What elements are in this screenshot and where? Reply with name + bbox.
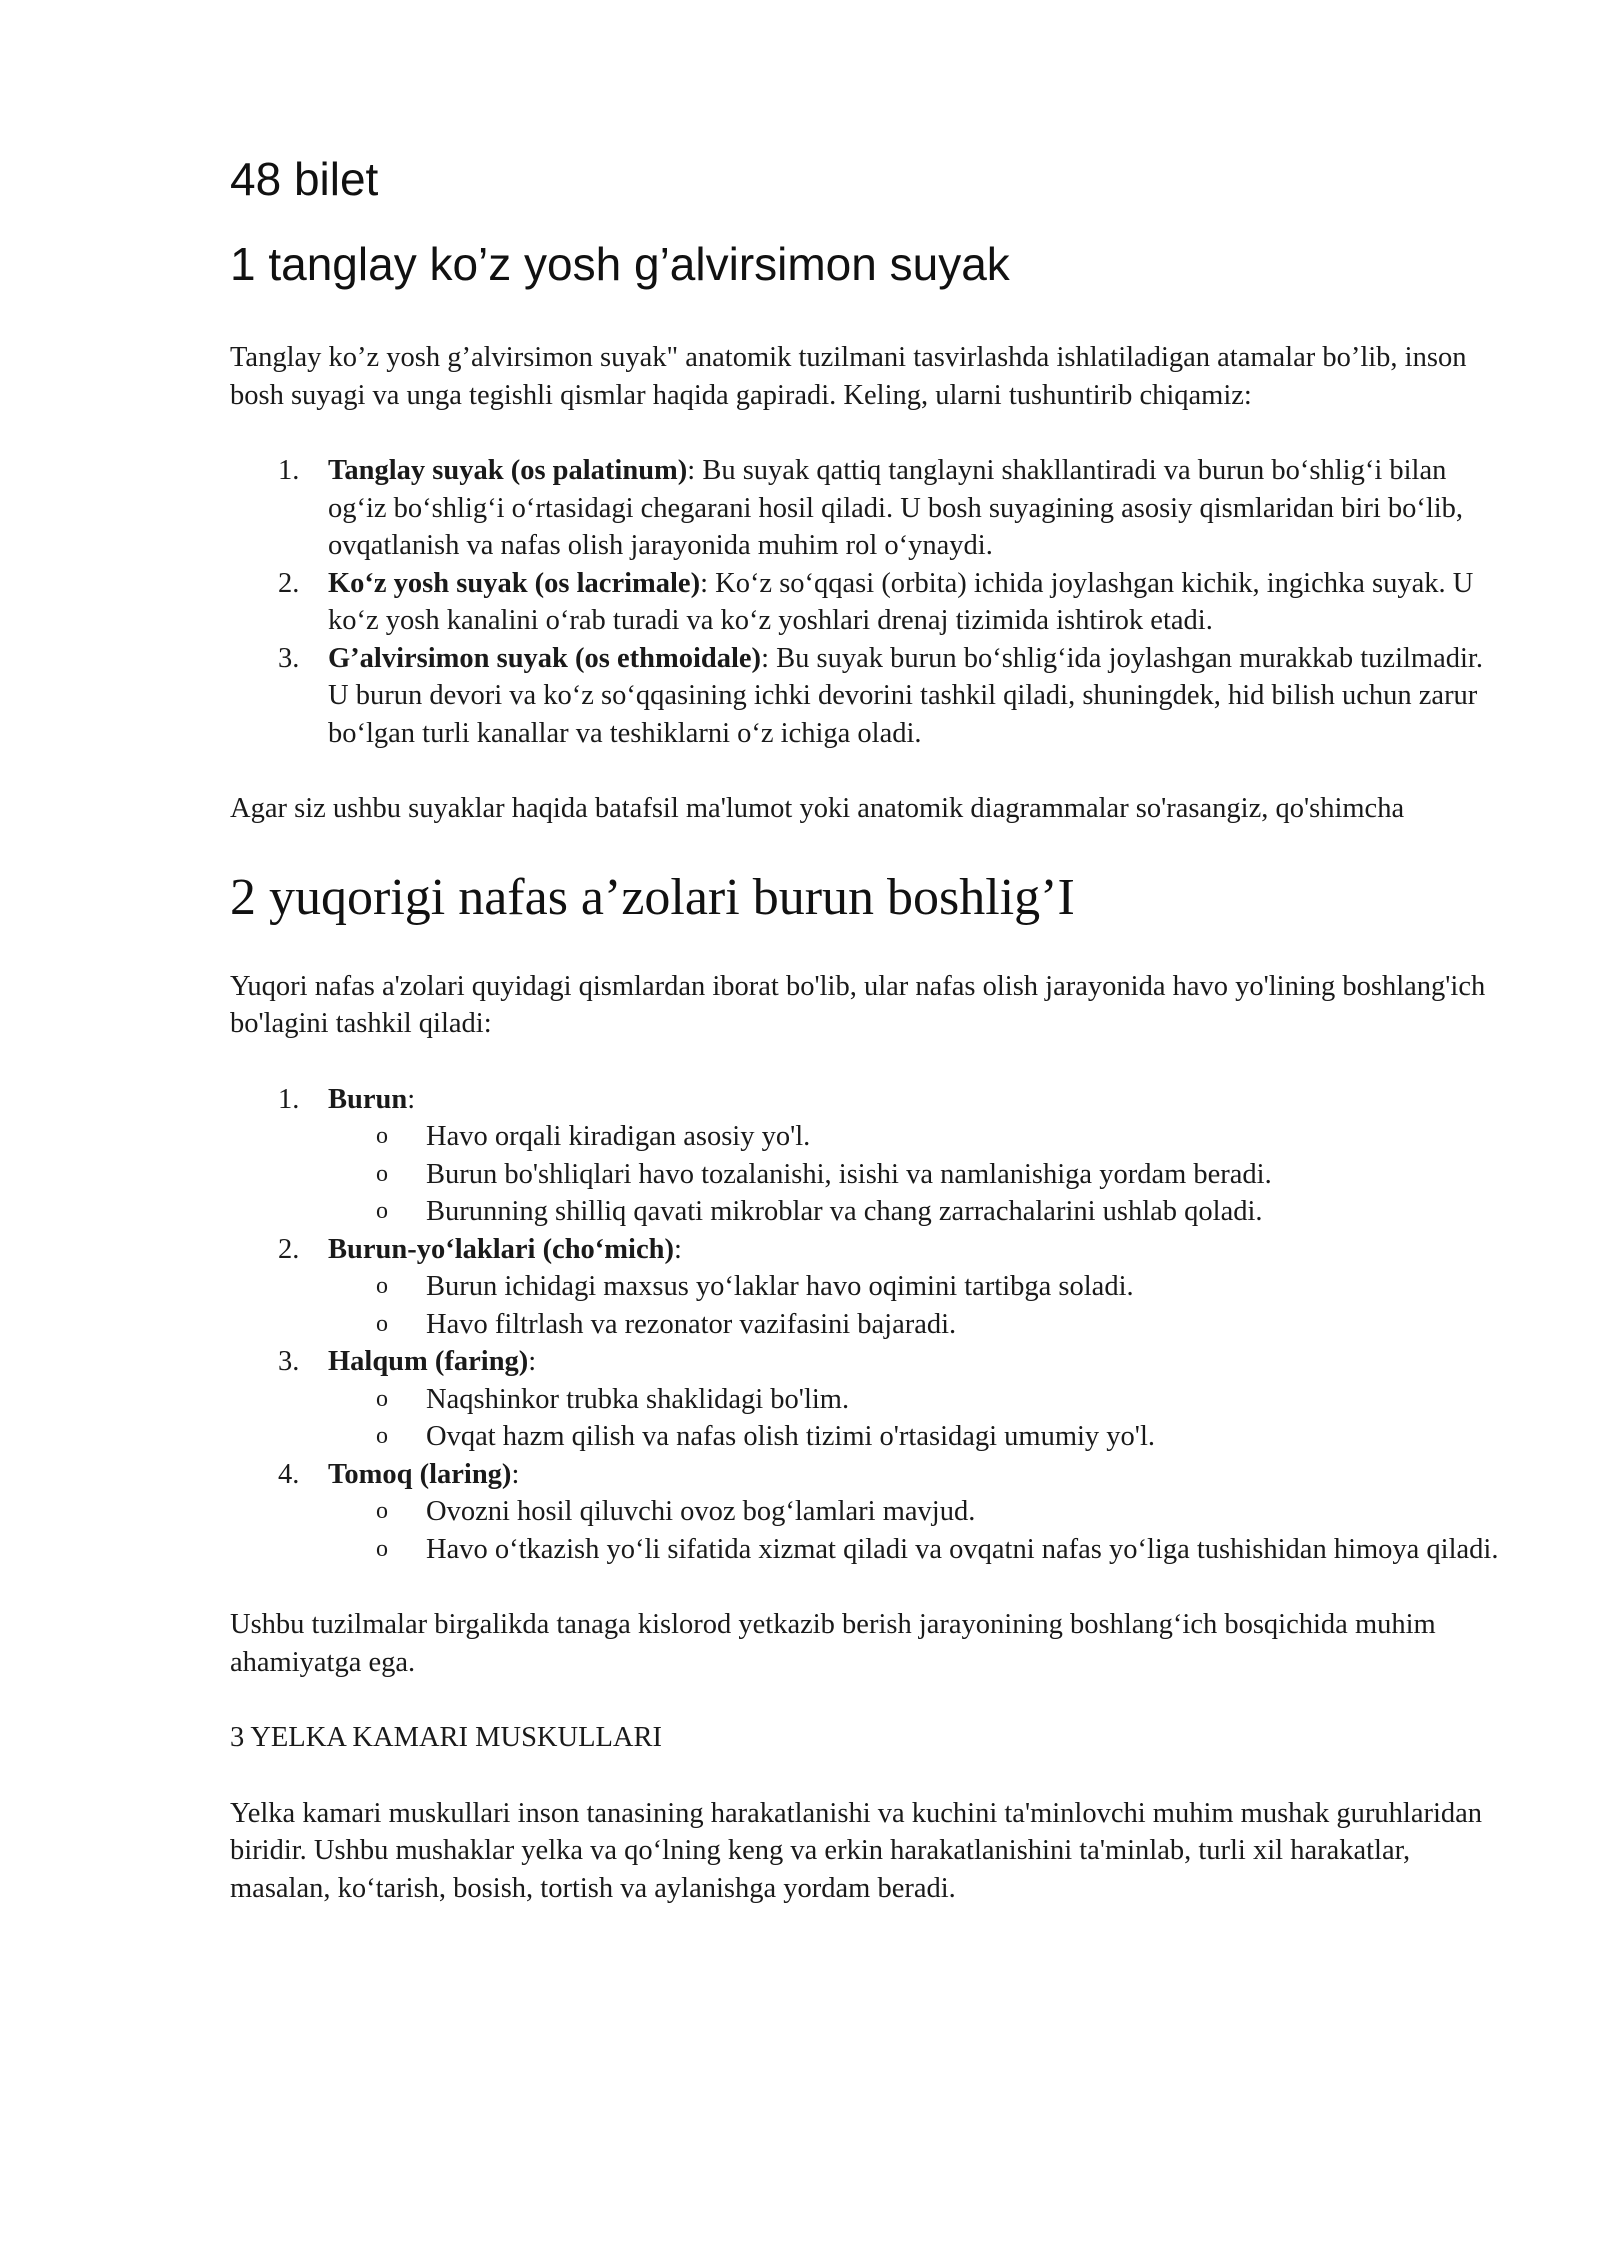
list-marker: 3.: [278, 642, 300, 674]
list-item-term: Tanglay suyak (os palatinum): [328, 455, 688, 486]
list-item: [230, 640, 1510, 753]
list-item-term: Halqum (faring): [328, 1346, 529, 1377]
sub-list-text: Burun ichidagi maxsus yo‘laklar havo oqimini tartibga soladi.: [426, 1271, 1134, 1302]
section2-list: [230, 1081, 1510, 1569]
sub-list-item: [328, 1306, 1510, 1344]
list-item: [230, 1231, 1510, 1344]
list-item: [230, 565, 1510, 640]
ticket-title: 48 bilet: [230, 153, 379, 205]
section3-intro: Yelka kamari muskullari inson tanasining harakatlanishi va kuchini ta'minlovchi muhim mushak guruhlaridan biridir. Ushbu mushaklar yelka va qo‘lning keng va erkin harakatlanishini ta'minlab, turli xil harakatlar, masalan, ko‘tarish, bosish, tortish va aylanishga yordam beradi.: [230, 1797, 1483, 1904]
sub-list-text: Naqshinkor trubka shaklidagi bo'lim.: [426, 1383, 850, 1415]
sub-bullet: o: [376, 1498, 388, 1524]
section2-intro: Yuqori nafas a'zolari quyidagi qismlardan iborat bo'lib, ular nafas olish jarayonida havo yo'lining boshlang'ich bo'lagini tashkil qiladi:: [230, 970, 1486, 1039]
list-item-text: : Bu suyak burun bo‘shlig‘ida joylashgan murakkab tuzilmadir. U burun devori va ko‘z so‘qqasining ichki devorini tashkil qiladi, shuningdek, hid bilish uchun zarur bo‘lgan turli kanallar va teshiklarni o‘z ichiga oladi.: [328, 642, 1483, 749]
sub-list-item: [328, 1418, 1510, 1456]
section3-heading: 3 YELKA KAMARI MUSKULLARI: [230, 1722, 662, 1753]
list-marker: 3.: [278, 1346, 300, 1377]
sub-list: [328, 1268, 1510, 1343]
list-item-term: G’alvirsimon suyak (os ethmoidale): [328, 642, 762, 674]
list-item: [230, 1456, 1510, 1569]
sub-list-item: [328, 1268, 1510, 1306]
sub-bullet: o: [376, 1198, 388, 1224]
sub-list-text: Havo filtrlash va rezonator vazifasini bajaradi.: [426, 1308, 957, 1340]
sub-list: [328, 1118, 1510, 1231]
sub-bullet: o: [376, 1123, 388, 1149]
sub-list-item: [328, 1531, 1510, 1569]
section1-intro: Tanglay ko’z yosh g’alvirsimon suyak" anatomik tuzilmani tasvirlashda ishlatiladigan atamalar bo’lib, inson bosh suyagi va unga tegishli qismlar haqida gapiradi. Keling, ularni tushuntirib chiqamiz:: [230, 342, 1467, 411]
list-item-text: : Bu suyak qattiq tanglayni shakllantiradi va burun bo‘shlig‘i bilan og‘iz bo‘shlig‘i o‘rtasidagi chegarani hosil qiladi. U bosh suyagining asosiy qismlaridan biri bo‘lib, ovqatlanish va nafas olish jarayonida muhim rol o‘ynaydi.: [328, 455, 1464, 561]
sub-list-text: Havo orqali kiradigan asosiy yo'l.: [426, 1121, 811, 1152]
sub-bullet: o: [376, 1273, 388, 1299]
list-item-suffix: :: [528, 1346, 537, 1377]
document-page: [230, 150, 1510, 1945]
list-item-term: Burun-yo‘laklari (cho‘mich): [328, 1233, 674, 1265]
list-item-suffix: :: [407, 1083, 416, 1115]
list-marker: 1.: [278, 1083, 300, 1115]
sub-list-text: Burun bo'shliqlari havo tozalanishi, isishi va namlanishiga yordam beradi.: [426, 1158, 1272, 1190]
list-item-text: : Ko‘z so‘qqasi (orbita) ichida joylashgan kichik, ingichka suyak. U ko‘z yosh kanalini o‘rab turadi va ko‘z yoshlari drenaj tizimida ishtirok etadi.: [328, 567, 1474, 636]
list-item-suffix: :: [511, 1458, 520, 1490]
sub-list-item: [328, 1193, 1510, 1231]
sub-list-item: [328, 1118, 1510, 1156]
sub-list: [328, 1381, 1510, 1456]
sub-bullet: o: [376, 1385, 388, 1412]
sub-list-text: Burunning shilliq qavati mikroblar va chang zarrachalarini ushlab qoladi.: [426, 1196, 1263, 1227]
sub-list-item: [328, 1493, 1510, 1531]
sub-list-item: [328, 1381, 1510, 1419]
sub-list-text: Ovozni hosil qiluvchi ovoz bog‘lamlari mavjud.: [426, 1496, 976, 1527]
section2-heading: 2 yuqorigi nafas a’zolari burun boshlig’I: [230, 868, 1075, 926]
list-item-term: Tomoq (laring): [328, 1458, 512, 1490]
list-item-term: Ko‘z yosh suyak (os lacrimale): [328, 567, 701, 599]
sub-list-text: Ovqat hazm qilish va nafas olish tizimi o'rtasidagi umumiy yo'l.: [426, 1421, 1155, 1452]
sub-bullet: o: [376, 1423, 388, 1449]
list-marker: 4.: [278, 1458, 300, 1490]
sub-bullet: o: [376, 1310, 388, 1337]
list-item: [230, 1081, 1510, 1231]
list-marker: 2.: [278, 1233, 300, 1265]
list-item: [230, 1343, 1510, 1456]
list-marker: 2.: [278, 567, 300, 599]
list-item-suffix: :: [673, 1233, 682, 1265]
list-marker: 1.: [278, 455, 300, 486]
section1-list: [230, 452, 1510, 752]
list-item: [230, 452, 1510, 565]
sub-list-text: Havo o‘tkazish yo‘li sifatida xizmat qiladi va ovqatni nafas yo‘liga tushishidan himoya qiladi.: [426, 1533, 1499, 1565]
sub-list-item: [328, 1156, 1510, 1194]
sub-bullet: o: [376, 1535, 388, 1562]
section1-heading: 1 tanglay ko’z yosh g’alvirsimon suyak: [230, 238, 1010, 290]
section2-outro: Ushbu tuzilmalar birgalikda tanaga kislorod yetkazib berish jarayonining boshlang‘ich bosqichida muhim ahamiyatga ega.: [230, 1609, 1436, 1678]
list-item-term: Burun: [328, 1083, 408, 1115]
sub-bullet: o: [376, 1160, 388, 1187]
section1-outro: Agar siz ushbu suyaklar haqida batafsil ma'lumot yoki anatomik diagrammalar so'rasangiz, qo'shimcha: [230, 793, 1405, 824]
sub-list: [328, 1493, 1510, 1568]
